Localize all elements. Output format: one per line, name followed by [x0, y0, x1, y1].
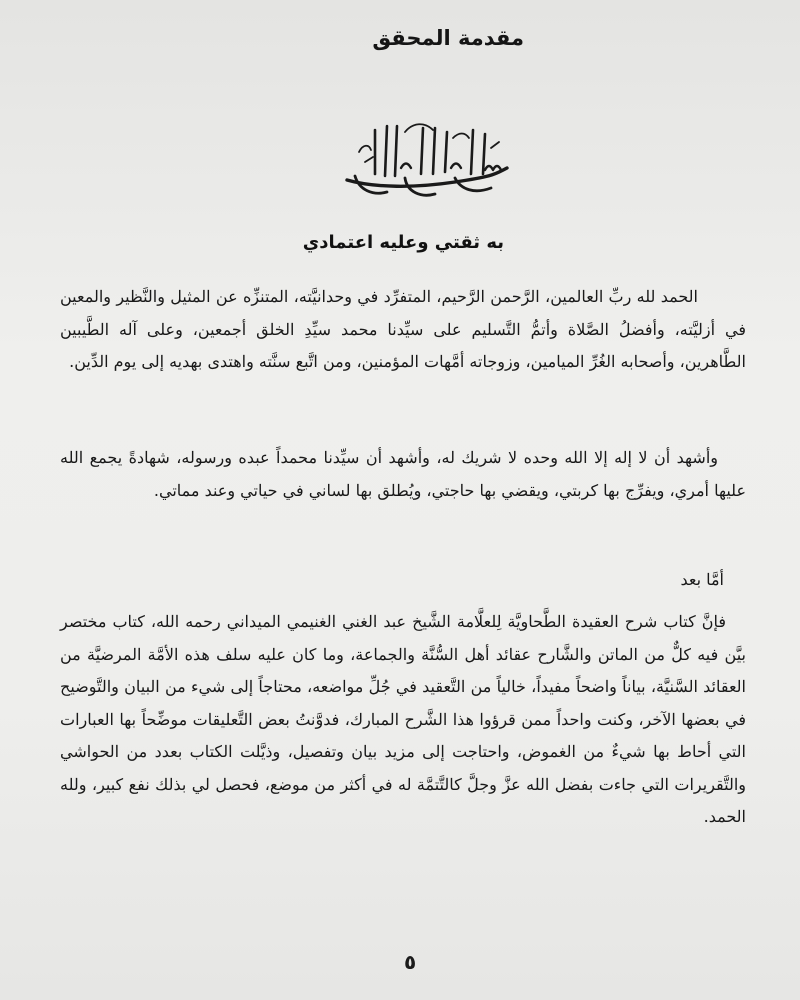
paragraph-introduction: فإنَّ كتاب شرح العقيدة الطَّحاويَّة لِلعلَّامة الشَّيخ عبد الغني الغنيمي الميداني رحمه الله، كتاب مختصر بيَّن فيه كلٌّ من الماتن والشَّارح عقائد أهل السُّنَّة والجماعة، وما كان عليه سلف هذه الأمَّة المرضيَّة من العقائد السَّنيَّة، بياناً واضحاً مفيداً، خالياً من التَّعقيد في جُلِّ مواضعه، محتاجاً إلى شيء من البيان والتَّوضيح في بعضها الآخر، وكنت واحداً ممن قرؤوا هذا الشَّرح المبارك، فدوَّنتُ بعض التَّعليقات موضِّحاً بها العبارات التي أحاط بها شيءٌ من الغموض، واحتاجت إلى مزيد بيان وتفصيل، وذيَّلت الكتاب بعدد من الحواشي والتَّقريرات التي جاءت بفضل الله عزَّ وجلَّ كالتَّتمَّة له في أكثر من موضع، فحصل لي بذلك نفع كبير، ولله الحمد. — [60, 612, 746, 826]
paragraph-praise: الحمد لله ربِّ العالمين، الرَّحمن الرَّحيم، المتفرِّد في وحدانيَّته، المتنزِّه عن المثيل والنَّظير والمعين في أزليَّته، وأفضلُ الصَّلاة وأتمُّ التَّسليم على سيِّدنا محمد سيِّدِ الخلق أجمعين، وعلى آله الطَّيبين الطَّاهرين، وأصحابه الغُرِّ الميامين، وزوجاته أمَّهات المؤمنين، ومن اتَّبع سنَّته واهتدى بهديه إلى يوم الدِّين. — [60, 287, 746, 371]
running-title: مقدمة المحقق — [372, 26, 524, 50]
paragraph-testimony: وأشهد أن لا إله إلا الله وحده لا شريك له، وأشهد أن سيِّدنا محمداً عبده ورسوله، شهادةً يجمع الله عليها أمري، ويفرِّج بها كربتي، ويقضي بها حاجتي، ويُطلق بها لساني في حياتي وعند مماتي. — [60, 448, 746, 500]
basmala-calligraphy — [335, 118, 515, 202]
page-number: ٥ — [404, 950, 417, 974]
dedication-subtitle: به ثقتي وعليه اعتمادي — [302, 232, 504, 253]
paragraph-amma-baad: أمَّا بعد — [680, 570, 724, 589]
